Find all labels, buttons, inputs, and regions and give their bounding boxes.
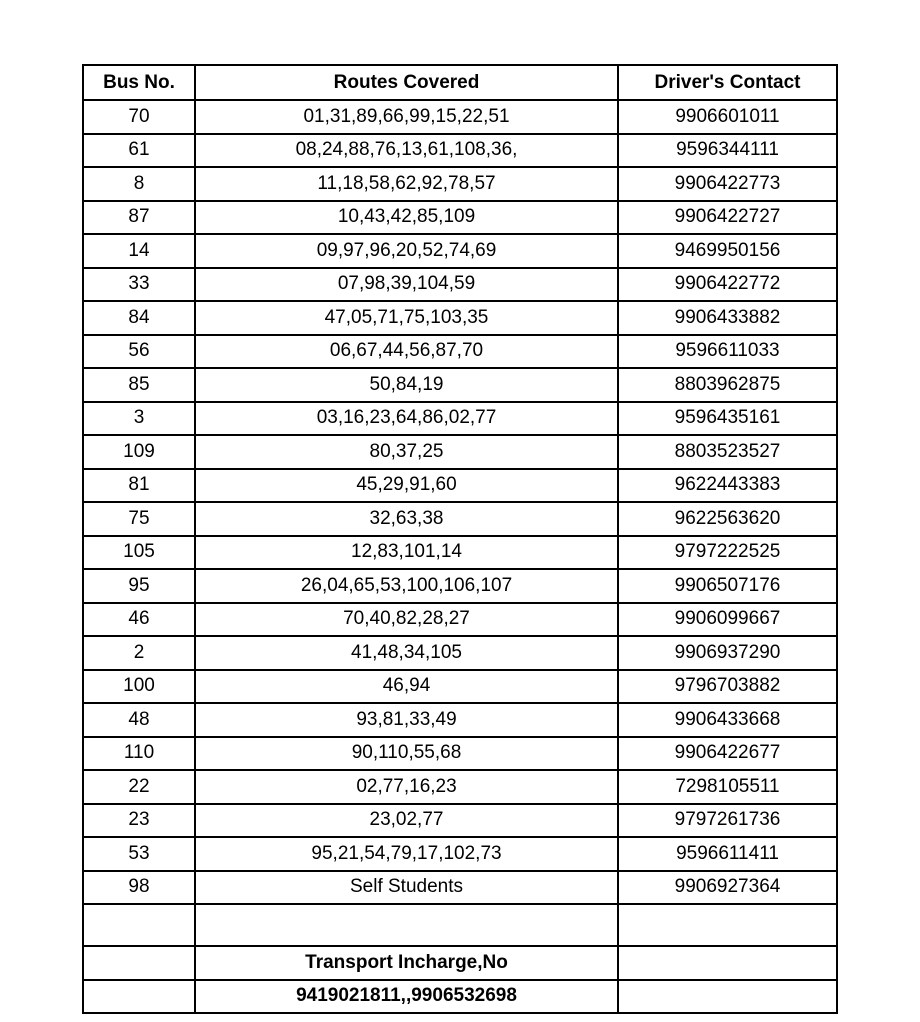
cell-routes-covered: 47,05,71,75,103,35 xyxy=(195,301,618,335)
table-row xyxy=(83,636,837,670)
cell-routes-covered: 45,29,91,60 xyxy=(195,469,618,503)
cell-drivers-contact: 9596344111 xyxy=(618,134,837,168)
cell-bus-no: 3 xyxy=(83,402,195,436)
footer-row xyxy=(83,980,837,1014)
cell-drivers-contact: 9596611033 xyxy=(618,335,837,369)
cell-routes-covered: 01,31,89,66,99,15,22,51 xyxy=(195,100,618,134)
cell-bus-no: 22 xyxy=(83,770,195,804)
cell-bus-no: 110 xyxy=(83,737,195,771)
cell-drivers-contact: 9906507176 xyxy=(618,569,837,603)
table-row xyxy=(83,804,837,838)
cell-routes-covered: 08,24,88,76,13,61,108,36, xyxy=(195,134,618,168)
cell-routes-covered: 12,83,101,14 xyxy=(195,536,618,570)
header-drivers-contact: Driver's Contact xyxy=(618,65,837,100)
table-row xyxy=(83,670,837,704)
table-row xyxy=(83,837,837,871)
cell-drivers-contact: 9906422772 xyxy=(618,268,837,302)
cell-drivers-contact: 9906422727 xyxy=(618,201,837,235)
cell-drivers-contact: 9796703882 xyxy=(618,670,837,704)
cell-bus-no: 46 xyxy=(83,603,195,637)
cell-bus-no: 61 xyxy=(83,134,195,168)
cell-routes-covered: 46,94 xyxy=(195,670,618,704)
cell-drivers-contact: 8803523527 xyxy=(618,435,837,469)
header-routes-covered: Routes Covered xyxy=(195,65,618,100)
cell-drivers-contact: 9596611411 xyxy=(618,837,837,871)
cell-drivers-contact: 9906937290 xyxy=(618,636,837,670)
table-header xyxy=(83,65,837,100)
cell-drivers-contact: 9906099667 xyxy=(618,603,837,637)
spacer-row xyxy=(83,904,837,946)
table-row xyxy=(83,301,837,335)
cell-routes-covered: 70,40,82,28,27 xyxy=(195,603,618,637)
header-row xyxy=(83,65,837,100)
cell-routes-covered: 11,18,58,62,92,78,57 xyxy=(195,167,618,201)
cell-routes-covered: 95,21,54,79,17,102,73 xyxy=(195,837,618,871)
cell-routes-covered: Self Students xyxy=(195,871,618,905)
cell-drivers-contact: 9906433882 xyxy=(618,301,837,335)
table-body xyxy=(83,100,837,1013)
table-row xyxy=(83,770,837,804)
footer-cell-note: Transport Incharge,No xyxy=(195,946,618,980)
cell-bus-no: 2 xyxy=(83,636,195,670)
cell-bus-no: 100 xyxy=(83,670,195,704)
table-row xyxy=(83,536,837,570)
cell-routes-covered: 80,37,25 xyxy=(195,435,618,469)
cell-routes-covered: 41,48,34,105 xyxy=(195,636,618,670)
table-row xyxy=(83,134,837,168)
cell-bus-no: 87 xyxy=(83,201,195,235)
cell-routes-covered: 03,16,23,64,86,02,77 xyxy=(195,402,618,436)
cell-bus-no: 105 xyxy=(83,536,195,570)
cell-bus-no: 56 xyxy=(83,335,195,369)
cell-routes-covered: 06,67,44,56,87,70 xyxy=(195,335,618,369)
cell-drivers-contact: 9622443383 xyxy=(618,469,837,503)
header-bus-no: Bus No. xyxy=(83,65,195,100)
cell-routes-covered: 09,97,96,20,52,74,69 xyxy=(195,234,618,268)
table-row xyxy=(83,234,837,268)
cell-routes-covered: 10,43,42,85,109 xyxy=(195,201,618,235)
bus-route-table-container xyxy=(82,64,836,1014)
footer-cell-note: 9419021811,,9906532698 xyxy=(195,980,618,1014)
cell-drivers-contact: 9906422773 xyxy=(618,167,837,201)
cell-bus-no: 8 xyxy=(83,167,195,201)
cell-routes-covered: 23,02,77 xyxy=(195,804,618,838)
cell-drivers-contact: 9906422677 xyxy=(618,737,837,771)
cell-bus-no: 70 xyxy=(83,100,195,134)
footer-cell-drivers-contact xyxy=(618,980,837,1014)
cell-bus-no: 109 xyxy=(83,435,195,469)
table-row xyxy=(83,871,837,905)
cell-drivers-contact: 9906927364 xyxy=(618,871,837,905)
cell-routes-covered: 90,110,55,68 xyxy=(195,737,618,771)
cell-bus-no: 48 xyxy=(83,703,195,737)
table-row xyxy=(83,603,837,637)
spacer-cell-routes-covered xyxy=(195,904,618,946)
table-row xyxy=(83,100,837,134)
cell-drivers-contact: 9622563620 xyxy=(618,502,837,536)
cell-bus-no: 85 xyxy=(83,368,195,402)
cell-routes-covered: 93,81,33,49 xyxy=(195,703,618,737)
cell-drivers-contact: 9596435161 xyxy=(618,402,837,436)
spacer-cell-bus-no xyxy=(83,904,195,946)
cell-drivers-contact: 9797261736 xyxy=(618,804,837,838)
table-row xyxy=(83,502,837,536)
cell-bus-no: 53 xyxy=(83,837,195,871)
cell-bus-no: 75 xyxy=(83,502,195,536)
table-row xyxy=(83,569,837,603)
cell-bus-no: 95 xyxy=(83,569,195,603)
table-row xyxy=(83,703,837,737)
cell-routes-covered: 50,84,19 xyxy=(195,368,618,402)
cell-bus-no: 81 xyxy=(83,469,195,503)
cell-drivers-contact: 7298105511 xyxy=(618,770,837,804)
table-row xyxy=(83,435,837,469)
cell-routes-covered: 02,77,16,23 xyxy=(195,770,618,804)
table-row xyxy=(83,268,837,302)
table-row xyxy=(83,402,837,436)
cell-drivers-contact: 9797222525 xyxy=(618,536,837,570)
footer-cell-bus-no xyxy=(83,946,195,980)
table-row xyxy=(83,335,837,369)
footer-cell-bus-no xyxy=(83,980,195,1014)
table-row xyxy=(83,167,837,201)
cell-bus-no: 33 xyxy=(83,268,195,302)
cell-bus-no: 23 xyxy=(83,804,195,838)
cell-drivers-contact: 9906433668 xyxy=(618,703,837,737)
footer-cell-drivers-contact xyxy=(618,946,837,980)
cell-routes-covered: 32,63,38 xyxy=(195,502,618,536)
cell-drivers-contact: 9906601011 xyxy=(618,100,837,134)
bus-route-table xyxy=(82,64,838,1014)
cell-bus-no: 84 xyxy=(83,301,195,335)
cell-bus-no: 98 xyxy=(83,871,195,905)
table-row xyxy=(83,737,837,771)
cell-routes-covered: 26,04,65,53,100,106,107 xyxy=(195,569,618,603)
footer-row xyxy=(83,946,837,980)
cell-drivers-contact: 9469950156 xyxy=(618,234,837,268)
table-row xyxy=(83,469,837,503)
table-row xyxy=(83,201,837,235)
cell-drivers-contact: 8803962875 xyxy=(618,368,837,402)
cell-bus-no: 14 xyxy=(83,234,195,268)
spacer-cell-drivers-contact xyxy=(618,904,837,946)
table-row xyxy=(83,368,837,402)
cell-routes-covered: 07,98,39,104,59 xyxy=(195,268,618,302)
